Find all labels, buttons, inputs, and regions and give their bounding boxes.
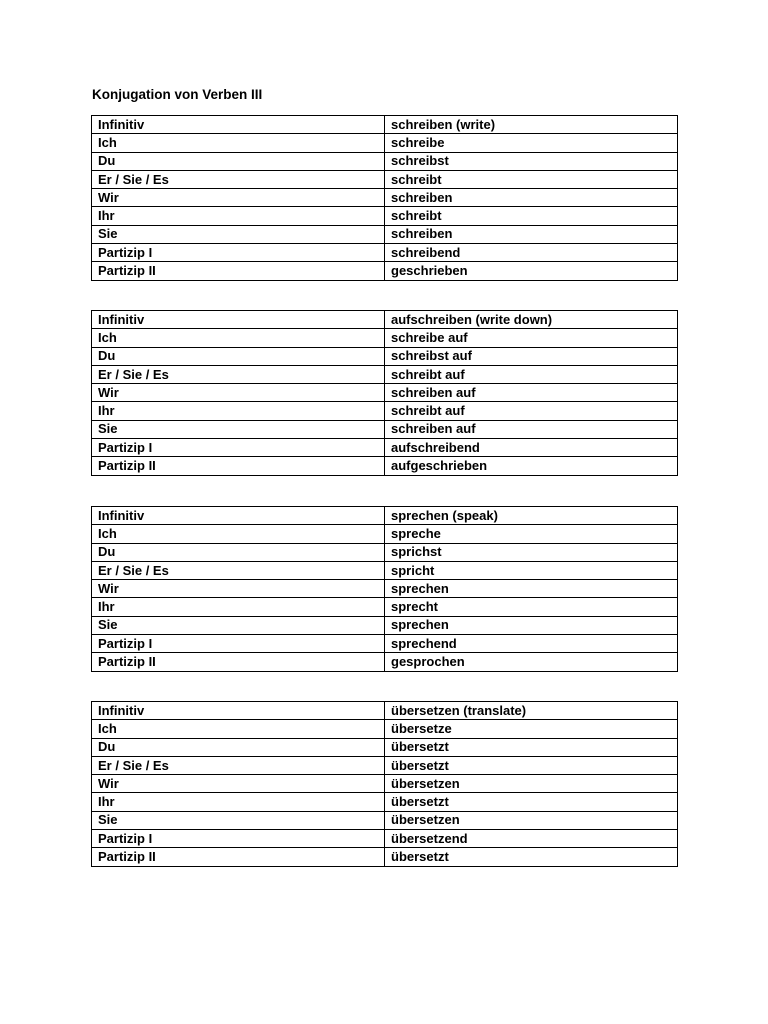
person-cell: Wir <box>92 775 385 793</box>
person-cell: Du <box>92 543 385 561</box>
person-cell: Er / Sie / Es <box>92 756 385 774</box>
page-title: Konjugation von Verben III <box>92 87 263 102</box>
table-row <box>92 580 678 598</box>
verb-form-cell: gesprochen <box>385 653 678 671</box>
verb-form-cell: aufgeschrieben <box>385 457 678 475</box>
verb-form-cell: schreibst auf <box>385 347 678 365</box>
conjugation-table-sprechen <box>91 506 678 672</box>
table-row <box>92 616 678 634</box>
table-row <box>92 775 678 793</box>
table-row <box>92 420 678 438</box>
verb-form-cell: schreibt <box>385 207 678 225</box>
person-cell: Sie <box>92 420 385 438</box>
verb-form-cell: übersetzend <box>385 830 678 848</box>
table-row <box>92 653 678 671</box>
person-cell: Ihr <box>92 793 385 811</box>
table-row <box>92 561 678 579</box>
verb-form-cell: geschrieben <box>385 262 678 280</box>
verb-form-cell: sprechend <box>385 635 678 653</box>
verb-form-cell: spricht <box>385 561 678 579</box>
verb-form-cell: schreibend <box>385 244 678 262</box>
person-cell: Er / Sie / Es <box>92 365 385 383</box>
verb-form-cell: sprichst <box>385 543 678 561</box>
infinitive-value-cell: übersetzen (translate) <box>385 702 678 720</box>
table-row <box>92 738 678 756</box>
table-row <box>92 720 678 738</box>
verb-form-cell: übersetzt <box>385 848 678 866</box>
verb-form-cell: schreibe auf <box>385 329 678 347</box>
table-row <box>92 189 678 207</box>
person-cell: Partizip II <box>92 457 385 475</box>
table-row <box>92 507 678 525</box>
person-cell: Sie <box>92 616 385 634</box>
infinitive-value-cell: schreiben (write) <box>385 116 678 134</box>
person-cell: Ich <box>92 525 385 543</box>
table-row <box>92 152 678 170</box>
infinitive-value-cell: aufschreiben (write down) <box>385 311 678 329</box>
verb-form-cell: spreche <box>385 525 678 543</box>
person-cell: Er / Sie / Es <box>92 170 385 188</box>
table-row <box>92 439 678 457</box>
table-row <box>92 598 678 616</box>
conjugation-table-aufschreiben <box>91 310 678 476</box>
table-row <box>92 225 678 243</box>
verb-form-cell: schreibt auf <box>385 402 678 420</box>
verb-form-cell: sprechen <box>385 616 678 634</box>
person-cell: Du <box>92 152 385 170</box>
verb-form-cell: schreibe <box>385 134 678 152</box>
table-row <box>92 244 678 262</box>
table-row <box>92 830 678 848</box>
verb-form-cell: übersetzen <box>385 775 678 793</box>
table-row <box>92 848 678 866</box>
verb-form-cell: übersetzt <box>385 793 678 811</box>
table-row <box>92 793 678 811</box>
conjugation-table-uebersetzen <box>91 701 678 867</box>
person-cell: Du <box>92 738 385 756</box>
person-cell: Partizip I <box>92 244 385 262</box>
person-cell: Partizip I <box>92 830 385 848</box>
verb-form-cell: schreibt auf <box>385 365 678 383</box>
person-cell: Ich <box>92 134 385 152</box>
table-row <box>92 311 678 329</box>
person-cell: Partizip I <box>92 635 385 653</box>
person-cell: Ich <box>92 720 385 738</box>
person-cell: Partizip I <box>92 439 385 457</box>
infinitive-label-cell: Infinitiv <box>92 311 385 329</box>
infinitive-label-cell: Infinitiv <box>92 507 385 525</box>
verb-form-cell: sprechen <box>385 580 678 598</box>
table-row <box>92 525 678 543</box>
person-cell: Er / Sie / Es <box>92 561 385 579</box>
table-row <box>92 457 678 475</box>
verb-form-cell: übersetzen <box>385 811 678 829</box>
verb-form-cell: schreiben auf <box>385 420 678 438</box>
verb-form-cell: schreiben <box>385 225 678 243</box>
verb-form-cell: schreibst <box>385 152 678 170</box>
infinitive-label-cell: Infinitiv <box>92 116 385 134</box>
table-row <box>92 207 678 225</box>
table-row <box>92 134 678 152</box>
table-row <box>92 402 678 420</box>
table-row <box>92 756 678 774</box>
person-cell: Ich <box>92 329 385 347</box>
person-cell: Ihr <box>92 598 385 616</box>
person-cell: Du <box>92 347 385 365</box>
person-cell: Wir <box>92 384 385 402</box>
conjugation-table-schreiben <box>91 115 678 281</box>
person-cell: Sie <box>92 811 385 829</box>
verb-form-cell: schreibt <box>385 170 678 188</box>
table-row <box>92 262 678 280</box>
verb-form-cell: schreiben <box>385 189 678 207</box>
verb-form-cell: aufschreibend <box>385 439 678 457</box>
person-cell: Partizip II <box>92 653 385 671</box>
verb-form-cell: übersetzt <box>385 738 678 756</box>
verb-form-cell: übersetzt <box>385 756 678 774</box>
person-cell: Wir <box>92 189 385 207</box>
person-cell: Sie <box>92 225 385 243</box>
verb-form-cell: schreiben auf <box>385 384 678 402</box>
table-row <box>92 543 678 561</box>
person-cell: Partizip II <box>92 848 385 866</box>
infinitive-label-cell: Infinitiv <box>92 702 385 720</box>
table-row <box>92 702 678 720</box>
person-cell: Ihr <box>92 207 385 225</box>
person-cell: Wir <box>92 580 385 598</box>
table-row <box>92 329 678 347</box>
table-row <box>92 635 678 653</box>
table-row <box>92 811 678 829</box>
verb-form-cell: sprecht <box>385 598 678 616</box>
table-row <box>92 347 678 365</box>
verb-form-cell: übersetze <box>385 720 678 738</box>
table-row <box>92 384 678 402</box>
table-row <box>92 365 678 383</box>
infinitive-value-cell: sprechen (speak) <box>385 507 678 525</box>
person-cell: Ihr <box>92 402 385 420</box>
table-row <box>92 116 678 134</box>
table-row <box>92 170 678 188</box>
person-cell: Partizip II <box>92 262 385 280</box>
